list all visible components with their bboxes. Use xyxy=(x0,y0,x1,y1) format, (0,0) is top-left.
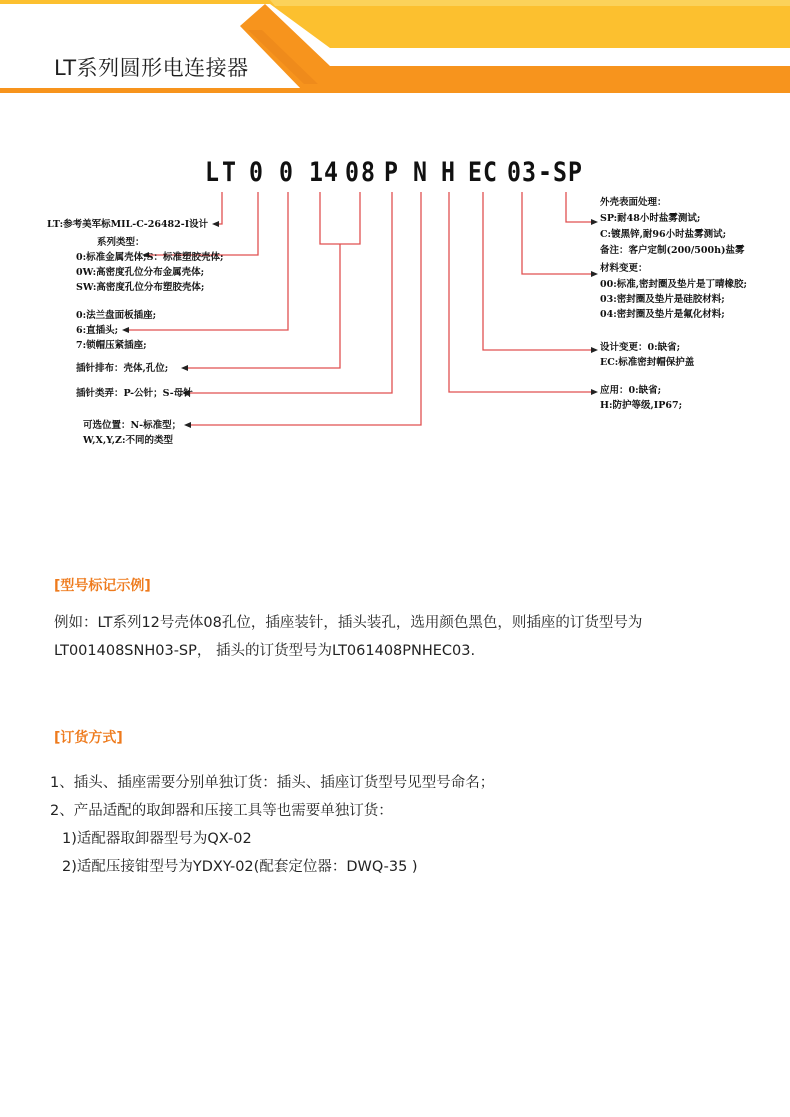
label-series-sw: SW:高密度孔位分布塑胶壳体; xyxy=(76,282,205,293)
code-char-T: T xyxy=(222,157,236,188)
ordering-subitem-2: 2)适配压接钳型号为YDXY-02(配套定位器：DWQ-35 ) xyxy=(62,859,418,875)
code-char-0b: 0 xyxy=(279,157,293,188)
label-position-types: W,X,Y,Z:不同的类型 xyxy=(83,435,173,446)
code-char-1: 1 xyxy=(309,157,323,188)
label-design-ec: EC:标准密封帽保护盖 xyxy=(600,357,695,368)
label-finish: 外壳表面处理： xyxy=(600,197,667,208)
label-application-h: H:防护等级,IP67; xyxy=(600,400,683,411)
label-finish-note: 备注：客户定制(200/500h)盐雾 xyxy=(600,245,745,256)
ordering-item-1: 1、插头、插座需要分别单独订货：插头、插座订货型号见型号命名； xyxy=(50,775,495,791)
label-finish-sp: SP:耐48小时盐雾测试; xyxy=(600,213,701,224)
label-series-type: 系列类型： xyxy=(97,237,145,248)
label-material-00: 00:标准,密封圈及垫片是丁晴橡胶; xyxy=(600,279,748,290)
code-char-8: 8 xyxy=(361,157,375,188)
label-application: 应用：0:缺省; xyxy=(600,385,662,396)
label-material: 材料变更： xyxy=(600,263,648,274)
example-heading: [型号标记示例] xyxy=(54,578,151,594)
code-char-0d: 0 xyxy=(507,157,521,188)
code-char-P: P xyxy=(384,157,398,188)
code-char-L: L xyxy=(205,157,219,188)
label-finish-c: C:镀黑锌,耐96小时盐雾测试; xyxy=(600,229,727,240)
label-shell-6: 6:直插头; xyxy=(76,325,119,336)
label-material-04: 04:密封圈及垫片是氟化材料; xyxy=(600,309,725,320)
code-char-4: 4 xyxy=(324,157,338,188)
label-series-0: 0:标准金属壳体;S：标准塑胶壳体; xyxy=(76,252,224,263)
code-char-0a: 0 xyxy=(249,157,263,188)
code-char-P2: P xyxy=(568,157,582,188)
label-series-0w: 0W:高密度孔位分布金属壳体; xyxy=(76,267,205,278)
label-position: 可选位置：N-标准型； xyxy=(83,420,182,431)
ordering-item-2: 2、产品适配的取卸器和压接工具等也需要单独订货： xyxy=(50,803,393,819)
code-char-dash: - xyxy=(538,157,552,188)
code-char-3: 3 xyxy=(522,157,536,188)
label-pin-layout: 插针排布：壳体,孔位; xyxy=(76,363,169,374)
label-material-03: 03:密封圈及垫片是硅胶材料; xyxy=(600,294,725,305)
ordering-subitem-1: 1)适配器取卸器型号为QX-02 xyxy=(62,831,252,847)
label-shell-0: 0:法兰盘面板插座; xyxy=(76,310,157,321)
code-char-0c: 0 xyxy=(345,157,359,188)
code-char-H: H xyxy=(441,157,455,188)
label-shell-7: 7:锁帽压紧插座; xyxy=(76,340,147,351)
label-lt-standard: LT:参考美军标MIL-C-26482-I设计 xyxy=(47,219,209,230)
label-design: 设计变更：0:缺省; xyxy=(600,342,681,353)
label-pin-type: 插针类弄：P-公针；S-母针 xyxy=(76,388,193,399)
code-char-S: S xyxy=(553,157,567,188)
code-char-C: C xyxy=(483,157,497,188)
page-title: LT系列圆形电连接器 xyxy=(54,56,249,80)
ordering-heading: [订货方式] xyxy=(54,730,123,746)
example-line-2: LT001408SNH03-SP， 插头的订货型号为LT061408PNHEC03. xyxy=(54,643,476,659)
code-char-N: N xyxy=(413,157,427,188)
code-char-E: E xyxy=(468,157,482,188)
example-line-1: 例如：LT系列12号壳体08孔位，插座装针，插头装孔，选用颜色黑色，则插座的订货型号为 xyxy=(54,615,643,631)
